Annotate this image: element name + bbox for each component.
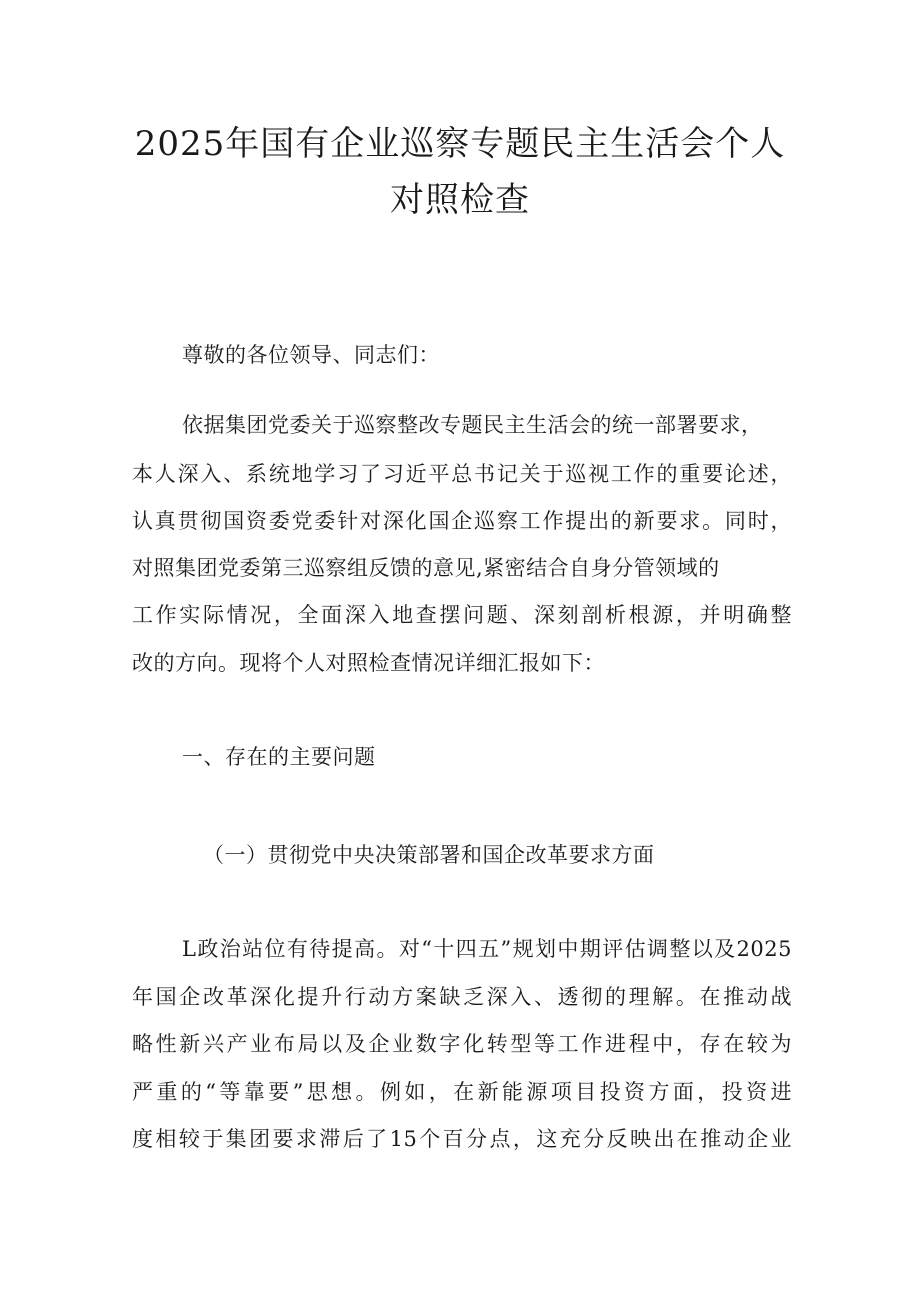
intro-line-4: 对照集团党委第三巡察组反馈的意见,紧密结合自身分管领域的 — [132, 556, 720, 580]
section-heading-1: 一、存在的主要问题 — [182, 745, 376, 769]
intro-line-1: 依据集团党委关于巡察整改专题民主生活会的统一部署要求， — [182, 413, 763, 437]
intro-line-2: 本人深入、系统地学习了习近平总书记关于巡视工作的重要论述， — [132, 462, 792, 486]
item-line-2: 年国企改革深化提升行动方案缺乏深入、透彻的理解。在推动战 — [132, 985, 792, 1009]
intro-line-5: 工作实际情况，全面深入地查摆问题、深刻剖析根源，并明确整 — [132, 603, 792, 627]
item-line-5: 度相较于集团要求滞后了15个百分点，这充分反映出在推动企业 — [132, 1127, 792, 1151]
document-title-line-2: 对照检查 — [390, 180, 530, 220]
item-line-4: 严重的“等靠要”思想。例如，在新能源项目投资方面，投资进 — [132, 1080, 792, 1104]
subsection-heading-1: （一）贯彻党中央决策部署和国企改革要求方面 — [203, 843, 655, 867]
document-title-line-1: 2025年国有企业巡察专题民主生活会个人 — [134, 124, 786, 164]
item-line-3: 略性新兴产业布局以及企业数字化转型等工作进程中，存在较为 — [132, 1032, 792, 1056]
intro-line-6: 改的方向。现将个人对照检查情况详细汇报如下： — [132, 651, 605, 675]
intro-line-3: 认真贯彻国资委党委针对深化国企巡察工作提出的新要求。同时， — [132, 509, 792, 533]
item-line-1: L政治站位有待提高。对“十四五”规划中期评估调整以及2025 — [182, 937, 792, 961]
salutation: 尊敬的各位领导、同志们： — [182, 343, 440, 367]
